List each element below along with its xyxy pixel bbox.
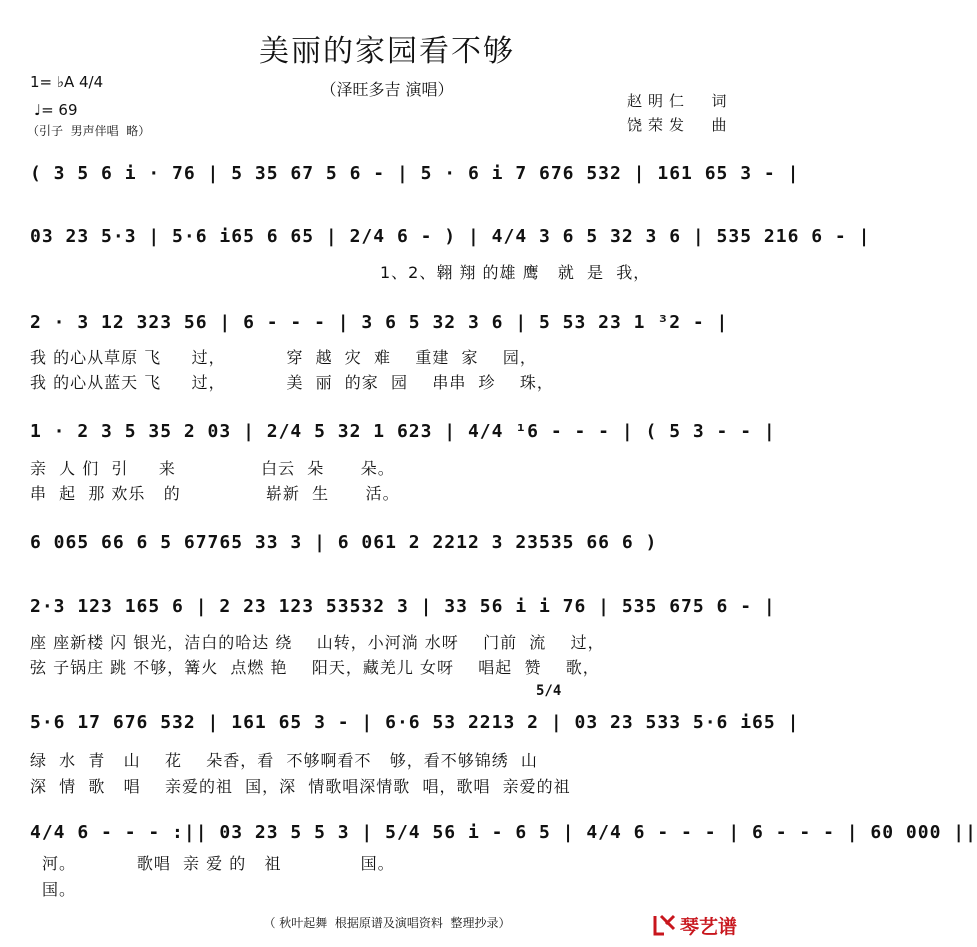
score-line-1: ( 3 5 6 i · 76 | 5 35 67 5 6 - | 5 · 6 i 7 676 532 | 161 65 3 - | [30, 163, 800, 184]
singer-subtitle: （泽旺多吉 演唱） [320, 80, 454, 99]
key-signature: 1= ♭A 4/4 [30, 73, 104, 91]
score-line-4: 1 · 2 3 5 35 2 03 | 2/4 5 32 1 623 | 4/4 ¹6 - - - | ( 5 3 - - | [30, 421, 776, 442]
score-line-2: 03 23 5·3 | 5·6 i65 6 65 | 2/4 6 - ) | 4/4 3 6 5 32 3 6 | 535 216 6 - | [30, 226, 871, 247]
score-line-3: 2 · 3 12 323 56 | 6 - - - | 3 6 5 32 3 6 | 5 53 23 1 ³2 - | [30, 312, 729, 333]
composer-credit: 饶荣发 曲 [627, 116, 733, 134]
score-line-7: 5·6 17 676 532 | 161 65 3 - | 6·6 53 2213 2 | 03 23 533 5·6 i65 | [30, 712, 800, 733]
lyric-line-7b: 深 情 歌 唱 亲爱的祖 国，深 情歌唱深情歌 唱，歌唱 亲爱的祖 [30, 777, 571, 796]
score-line-5: 6 065 66 6 5 67765 33 3 | 6 061 2 2212 3 23535 66 6 ) [30, 532, 658, 553]
score-line-6: 2·3 123 165 6 | 2 23 123 53532 3 | 33 56 i i 76 | 535 675 6 - | [30, 596, 776, 617]
score-line-8: 4/4 6 - - - :|| 03 23 5 5 3 | 5/4 56 i - 6 5 | 4/4 6 - - - | 6 - - - | 60 000 || [30, 822, 977, 843]
lyric-line-6b: 弦 子锅庄 跳 不够，篝火 点燃 艳 阳天，藏羌儿 女呀 唱起 赞 歌， [30, 658, 600, 677]
tempo-mark: ♩= 69 [34, 101, 78, 119]
lyric-line-3b: 我 的心从蓝天 飞 过， 美 丽 的家 园 串串 珍 珠， [30, 373, 554, 392]
music-logo-icon [652, 913, 678, 937]
page-title: 美丽的家园看不够 [259, 34, 515, 69]
logo-text: 琴艺谱 [680, 915, 738, 938]
lyric-line-4b: 串 起 那 欢乐 的 崭新 生 活。 [30, 484, 400, 503]
lyric-line-6a: 座 座新楼 闪 银光，洁白的哈达 绕 山转，小河淌 水呀 门前 流 过， [30, 633, 605, 652]
lyric-line-7a: 绿 水 青 山 花 朵香，看 不够啊看不 够，看不够锦绣 山 [30, 751, 538, 770]
lyric-line-3a: 我 的心从草原 飞 过， 穿 越 灾 难 重建 家 园， [30, 348, 537, 367]
lyric-line-4a: 亲 人 们 引 来 白云 朵 朵。 [30, 459, 395, 478]
lyric-line-8b: 国。 [42, 880, 77, 899]
site-logo[interactable] [652, 912, 762, 938]
time-change-mark: 5/4 [536, 683, 562, 699]
lyricist-credit: 赵明仁 词 [627, 92, 733, 110]
transcription-note: （ 秋叶起舞 根据原谱及演唱资料 整理抄录） [263, 916, 511, 930]
intro-note: （引子 男声伴唱 略） [27, 124, 151, 138]
lyric-line-2a: 1、2、翱 翔 的雄 鹰 就 是 我， [380, 263, 651, 282]
lyric-line-8a: 河。 歌唱 亲 爱 的 祖 国。 [42, 854, 395, 873]
